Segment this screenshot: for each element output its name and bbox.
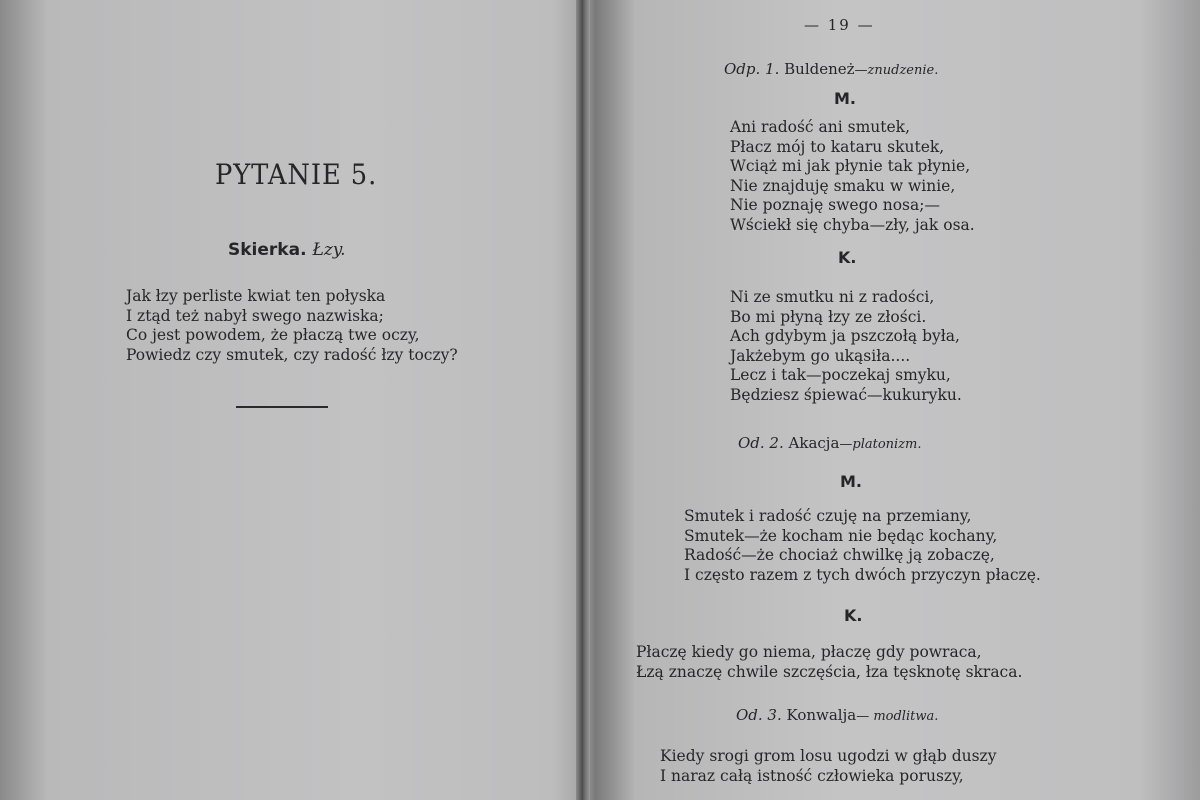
poem-line: Smutek i radość czuję na przemiany,: [684, 507, 972, 525]
poem-line: Nie znajduję smaku w winie,: [730, 176, 956, 195]
heading-flower: Skierka.: [228, 240, 307, 260]
answer-heading-2: [738, 434, 922, 452]
answer-meaning: —platonizm.: [839, 437, 922, 452]
poem-line: I często razem z tych dwóch przyczyn płaczę.: [684, 565, 1041, 584]
poem-line: Smutek—że kocham nie będąc kochany,: [684, 526, 998, 545]
poem-line: I ztąd też nabył swego nazwiska;: [126, 306, 384, 325]
poem-line: Co jest powodem, że płaczą twe oczy,: [126, 326, 420, 344]
poem-line: Wciąż mi jak płynie tak płynie,: [730, 157, 971, 175]
answer-poem: [730, 288, 962, 405]
answer-meaning: — modlitwa.: [856, 709, 939, 724]
poem-line: Powiedz czy smutek, czy radość łzy toczy?: [126, 345, 458, 364]
answer-label: Od. 3.: [736, 706, 782, 724]
poem-line: Kiedy srogi grom losu ugodzi w głąb duszy: [660, 747, 997, 765]
right-page: [588, 0, 1200, 800]
poem-line: Ach gdybym ja pszczołą była,: [730, 327, 960, 345]
answer-poem: [636, 643, 1022, 682]
poem-line: Ani radość ani smutek,: [730, 118, 910, 136]
page-number: — 19 —: [804, 16, 875, 34]
answer-heading-3: [736, 706, 938, 724]
answer-flower: Konwalja: [786, 706, 857, 724]
section-rule: [236, 406, 328, 408]
answer-heading-1: [724, 60, 938, 78]
answer-label: Od. 2.: [738, 434, 784, 452]
poem-line: Wściekł się chyba—zły, jak osa.: [730, 215, 975, 234]
question-poem: [126, 287, 458, 365]
answer-flower: Akacja: [788, 434, 840, 452]
speaker-mark: K.: [844, 606, 863, 625]
heading-italic: Łzy.: [312, 240, 346, 260]
answer-poem: [660, 747, 996, 786]
poem-line: Lecz i tak—poczekaj smyku,: [730, 366, 951, 384]
answer-poem: [730, 118, 975, 235]
poem-line: I naraz całą istność człowieka poruszy,: [660, 766, 964, 785]
poem-line: Nie poznaję swego nosa;—: [730, 196, 940, 214]
poem-line: Łzą znaczę chwile szczęścia, łza tęsknotę skraca.: [636, 662, 1023, 681]
speaker-mark: M.: [834, 89, 856, 108]
poem-line: Jakżebym go ukąsiła....: [730, 346, 911, 365]
speaker-mark: M.: [840, 472, 862, 491]
poem-line: Płaczę kiedy go niema, płaczę gdy powraca,: [636, 643, 982, 661]
left-page: [0, 0, 578, 800]
question-title: PYTANIE 5.: [215, 158, 378, 191]
poem-line: Radość—że chociaż chwilkę ją zobaczę,: [684, 546, 995, 564]
question-heading: [228, 240, 346, 260]
answer-flower: Buldeneż: [784, 60, 855, 78]
speaker-mark: K.: [838, 248, 857, 267]
poem-line: Będziesz śpiewać—kukuryku.: [730, 385, 962, 404]
answer-poem: [684, 507, 1041, 585]
poem-line: Bo mi płyną łzy ze złości.: [730, 307, 927, 326]
poem-line: Ni ze smutku ni z radości,: [730, 288, 935, 306]
poem-line: Płacz mój to kataru skutek,: [730, 137, 945, 156]
answer-meaning: —znudzenie.: [854, 63, 939, 78]
answer-label: Odp. 1.: [724, 60, 780, 78]
poem-line: Jak łzy perliste kwiat ten połyska: [126, 287, 386, 305]
